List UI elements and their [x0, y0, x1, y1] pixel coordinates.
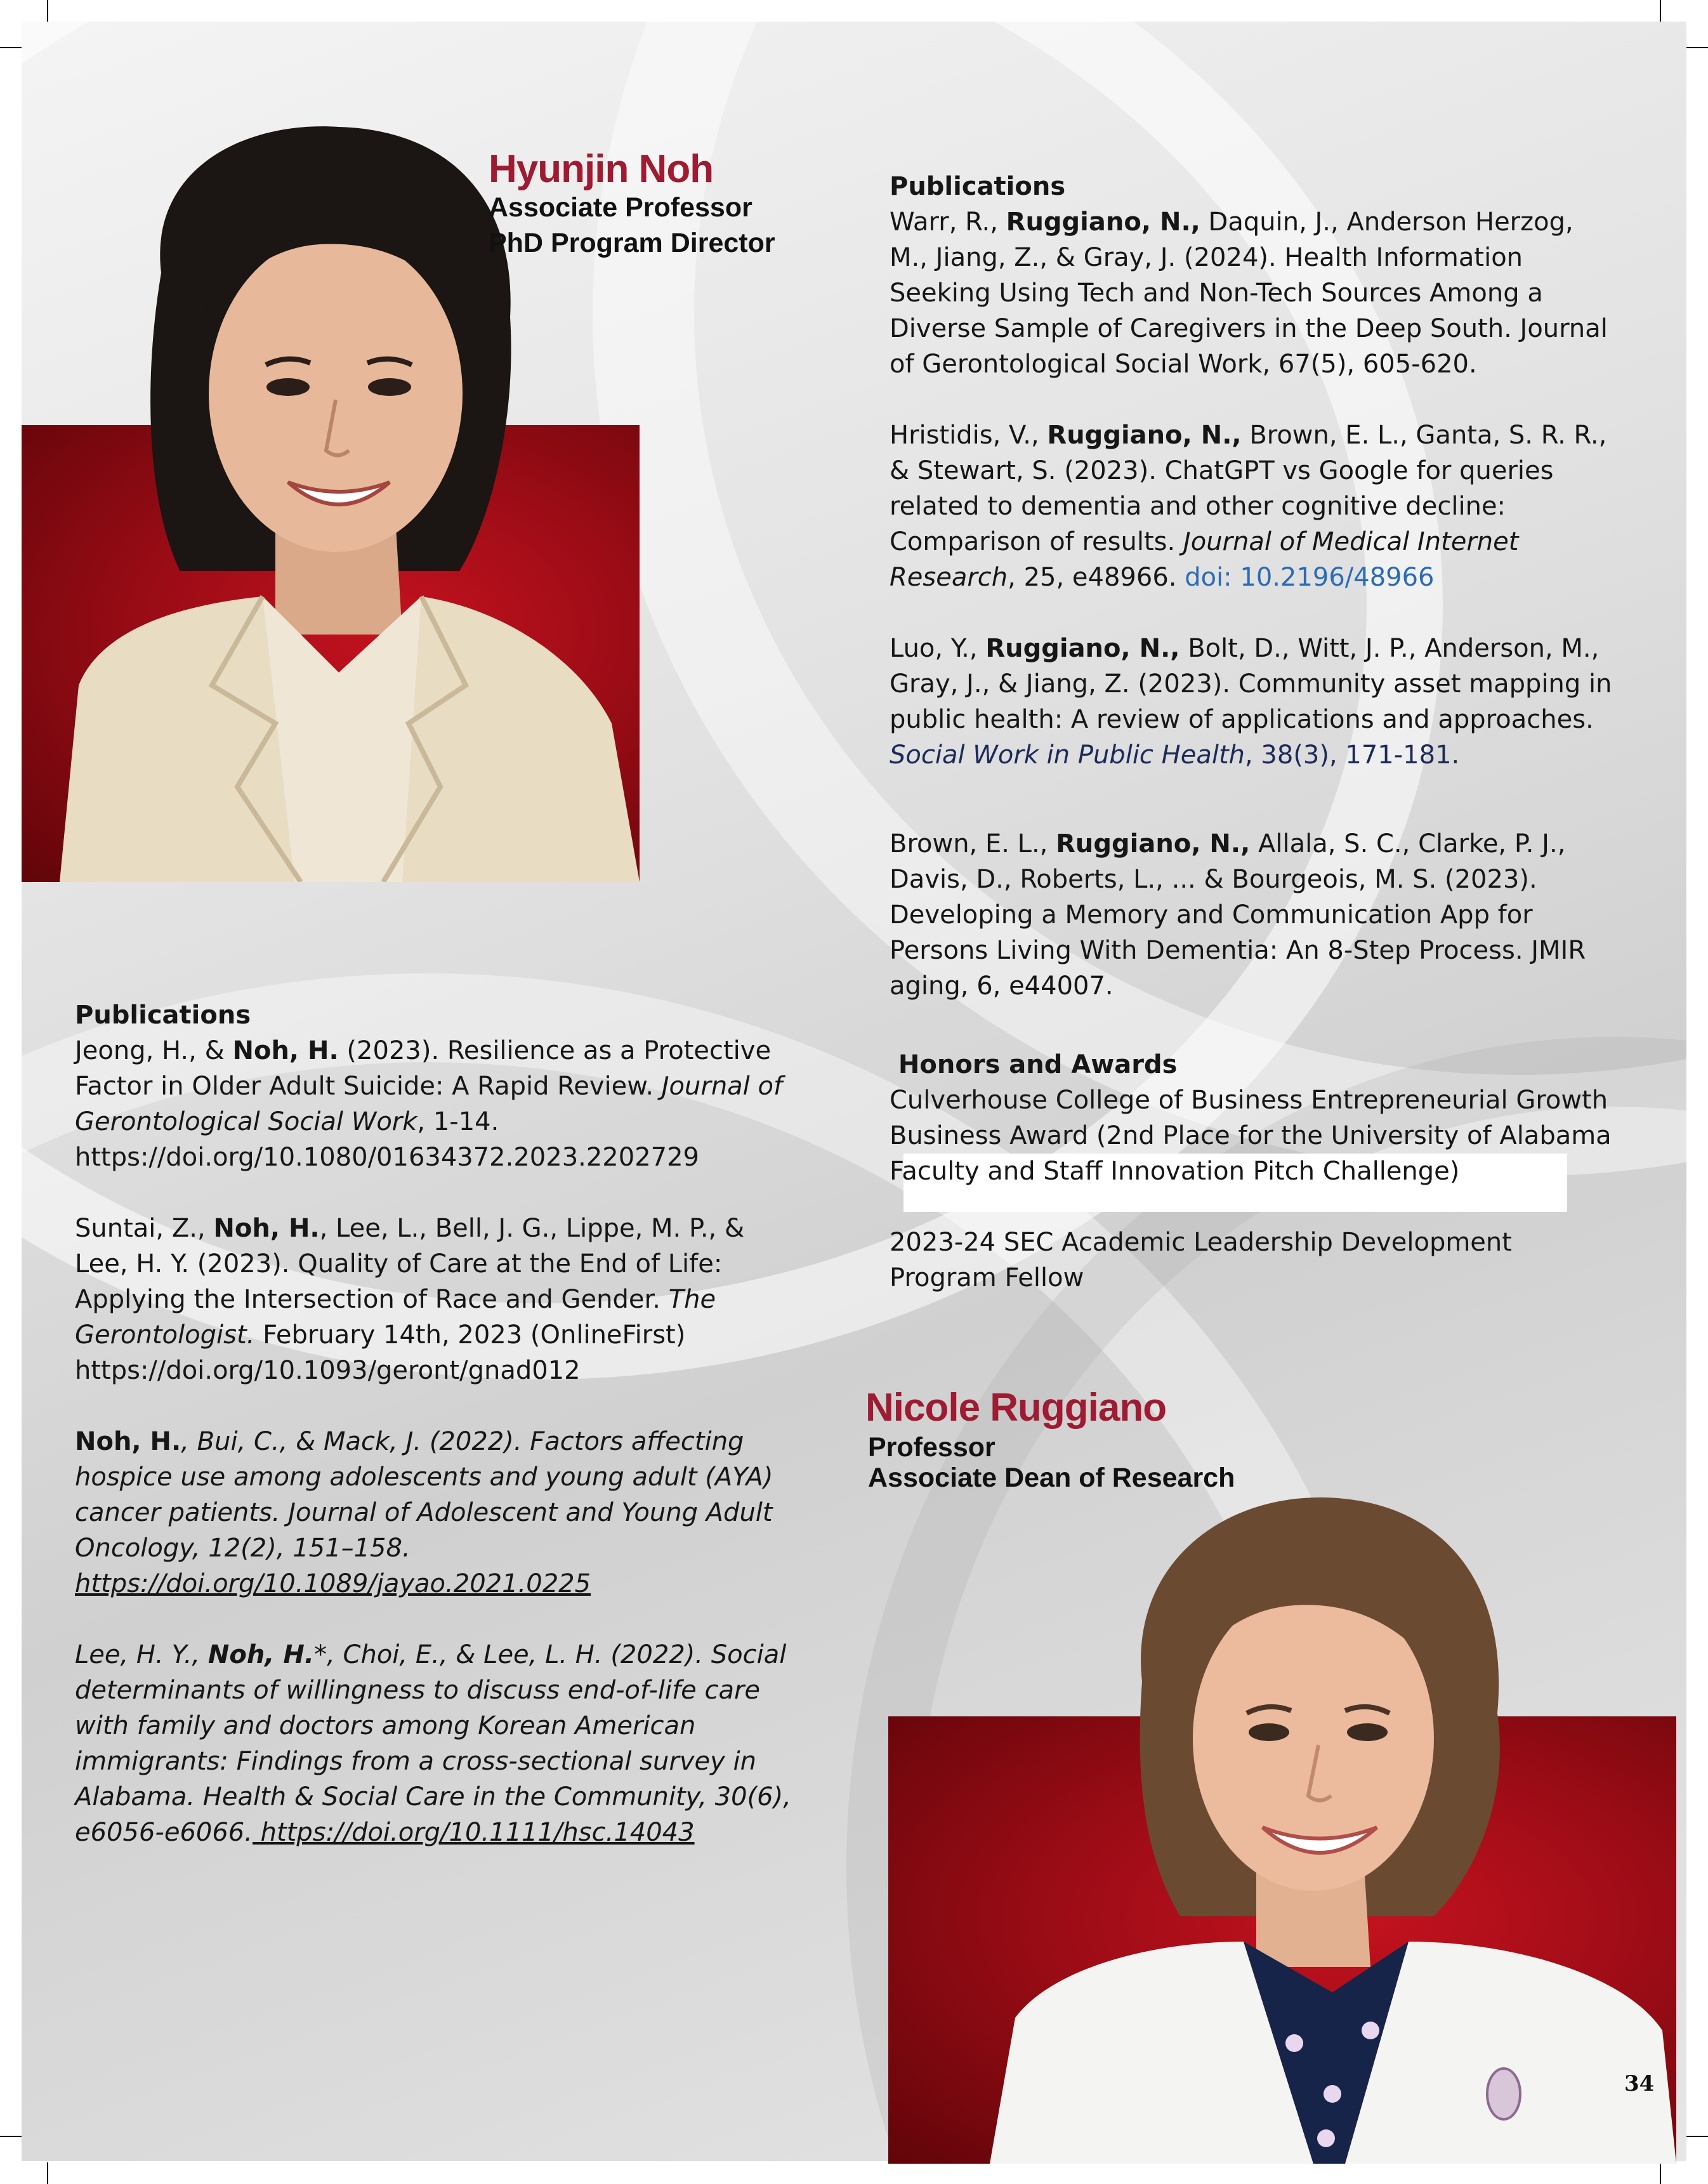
portrait-photo — [888, 1472, 1676, 2164]
crop-mark — [1686, 2136, 1708, 2137]
faculty-name: Nicole Ruggiano — [865, 1386, 1167, 1430]
citation: Jeong, H., & Noh, H. (2023). Resilience as a Protective Factor in Older Adult Suicide: A Rapid Review. Journal of Gerontological Social Work, 1-14. https://doi.org/10.1080/01634372.2023.2202729 — [75, 1036, 783, 1172]
award-item: 2023-24 SEC Academic Leadership Development Program Fellow — [890, 1228, 1512, 1293]
crop-mark — [47, 0, 48, 22]
citation: Suntai, Z., Noh, H., Lee, L., Bell, J. G., Lippe, M. P., & Lee, H. Y. (2023). Quality of Care at the End of Life: Applying the Intersection of Race and Gender. The Gerontologist. February 14th, 2023 (OnlineFirst) https://doi.org/10.1093/geront/gnad012 — [75, 1214, 745, 1385]
award-item: Culverhouse College of Business Entrepreneurial Growth Business Award (2nd Place for the University of Alabama Faculty and Staff Innovation Pitch Challenge) — [890, 1086, 1612, 1186]
citation: Noh, H., Bui, C., & Mack, J. (2022). Factors affecting hospice use among adolescents and young adult (AYA) cancer patients. Journal of Adolescent and Young Adult Oncology, 12(2), 151–158. https://doi.org/10.1089/jayao.2021.0225 — [75, 1427, 773, 1598]
faculty-title: PhD Program Director — [489, 228, 775, 258]
citation: Luo, Y., Ruggiano, N., Bolt, D., Witt, J. P., Anderson, M., Gray, J., & Jiang, Z. (2023). Community asset mapping in public health: A review of applications and approaches. Social Work in Public Health, 38(3), 171-181. — [890, 634, 1612, 770]
noh-publications — [75, 997, 792, 1886]
doi-link[interactable]: https://doi.org/10.1089/jayao.2021.0225 — [75, 1569, 591, 1598]
section-heading: Honors and Awards — [890, 1050, 1178, 1079]
ruggiano-honors — [890, 1047, 1613, 1331]
nicole-ruggiano-photo — [888, 1472, 1676, 2164]
section-heading: Publications — [75, 1001, 251, 1030]
crop-mark — [1686, 47, 1708, 48]
section-heading: Publications — [890, 172, 1066, 201]
citation: Lee, H. Y., Noh, H.*, Choi, E., & Lee, L. H. (2022). Social determinants of willingness to discuss end-of-life care with family and doctors among Korean American immigrants: Findings from a cross-sectional survey in Alabama. Health & Social Care in the Community, 30(6), e6056-e6066. https://doi.org/10.1111/hsc.14043 — [75, 1640, 791, 1847]
faculty-title: Associate Professor — [489, 192, 752, 223]
crop-mark — [0, 47, 22, 48]
doi-link[interactable]: 10.2196/48966 — [1240, 563, 1435, 592]
crop-mark — [1660, 2162, 1661, 2184]
page-number: 34 — [1624, 2071, 1655, 2096]
citation: Brown, E. L., Ruggiano, N., Allala, S. C., Clarke, P. J., Davis, D., Roberts, L., ... & Bourgeois, M. S. (2023). Developing a Memory and Communication App for Persons Living With Dementia: An 8-Step Process. JMIR aging, 6, e44007. — [890, 829, 1586, 1001]
faculty-title: Associate Dean of Research — [868, 1463, 1235, 1493]
crop-mark — [47, 2162, 48, 2184]
citation: Hristidis, V., Ruggiano, N., Brown, E. L., Ganta, S. R. R., & Stewart, S. (2023). ChatGPT vs Google for queries related to dementia and other cognitive decline: Comparison of results. Journal of Medical Internet Research, 25, e48966. doi: 10.2196/48966 — [890, 421, 1607, 592]
faculty-title: Professor — [868, 1432, 995, 1463]
doi-link[interactable]: https://doi.org/10.1111/hsc.14043 — [252, 1818, 695, 1847]
crop-mark — [0, 2136, 22, 2137]
faculty-name: Hyunjin Noh — [489, 147, 714, 191]
ruggiano-publications — [890, 169, 1613, 1039]
citation: Warr, R., Ruggiano, N., Daquin, J., Anderson Herzog, M., Jiang, Z., & Gray, J. (2024). Health Information Seeking Using Tech and Non-Tech Sources Among a Diverse Sample of Caregivers in the Deep South. Journal of Gerontological Social Work, 67(5), 605-620. — [890, 207, 1608, 379]
crop-mark — [1660, 0, 1661, 22]
